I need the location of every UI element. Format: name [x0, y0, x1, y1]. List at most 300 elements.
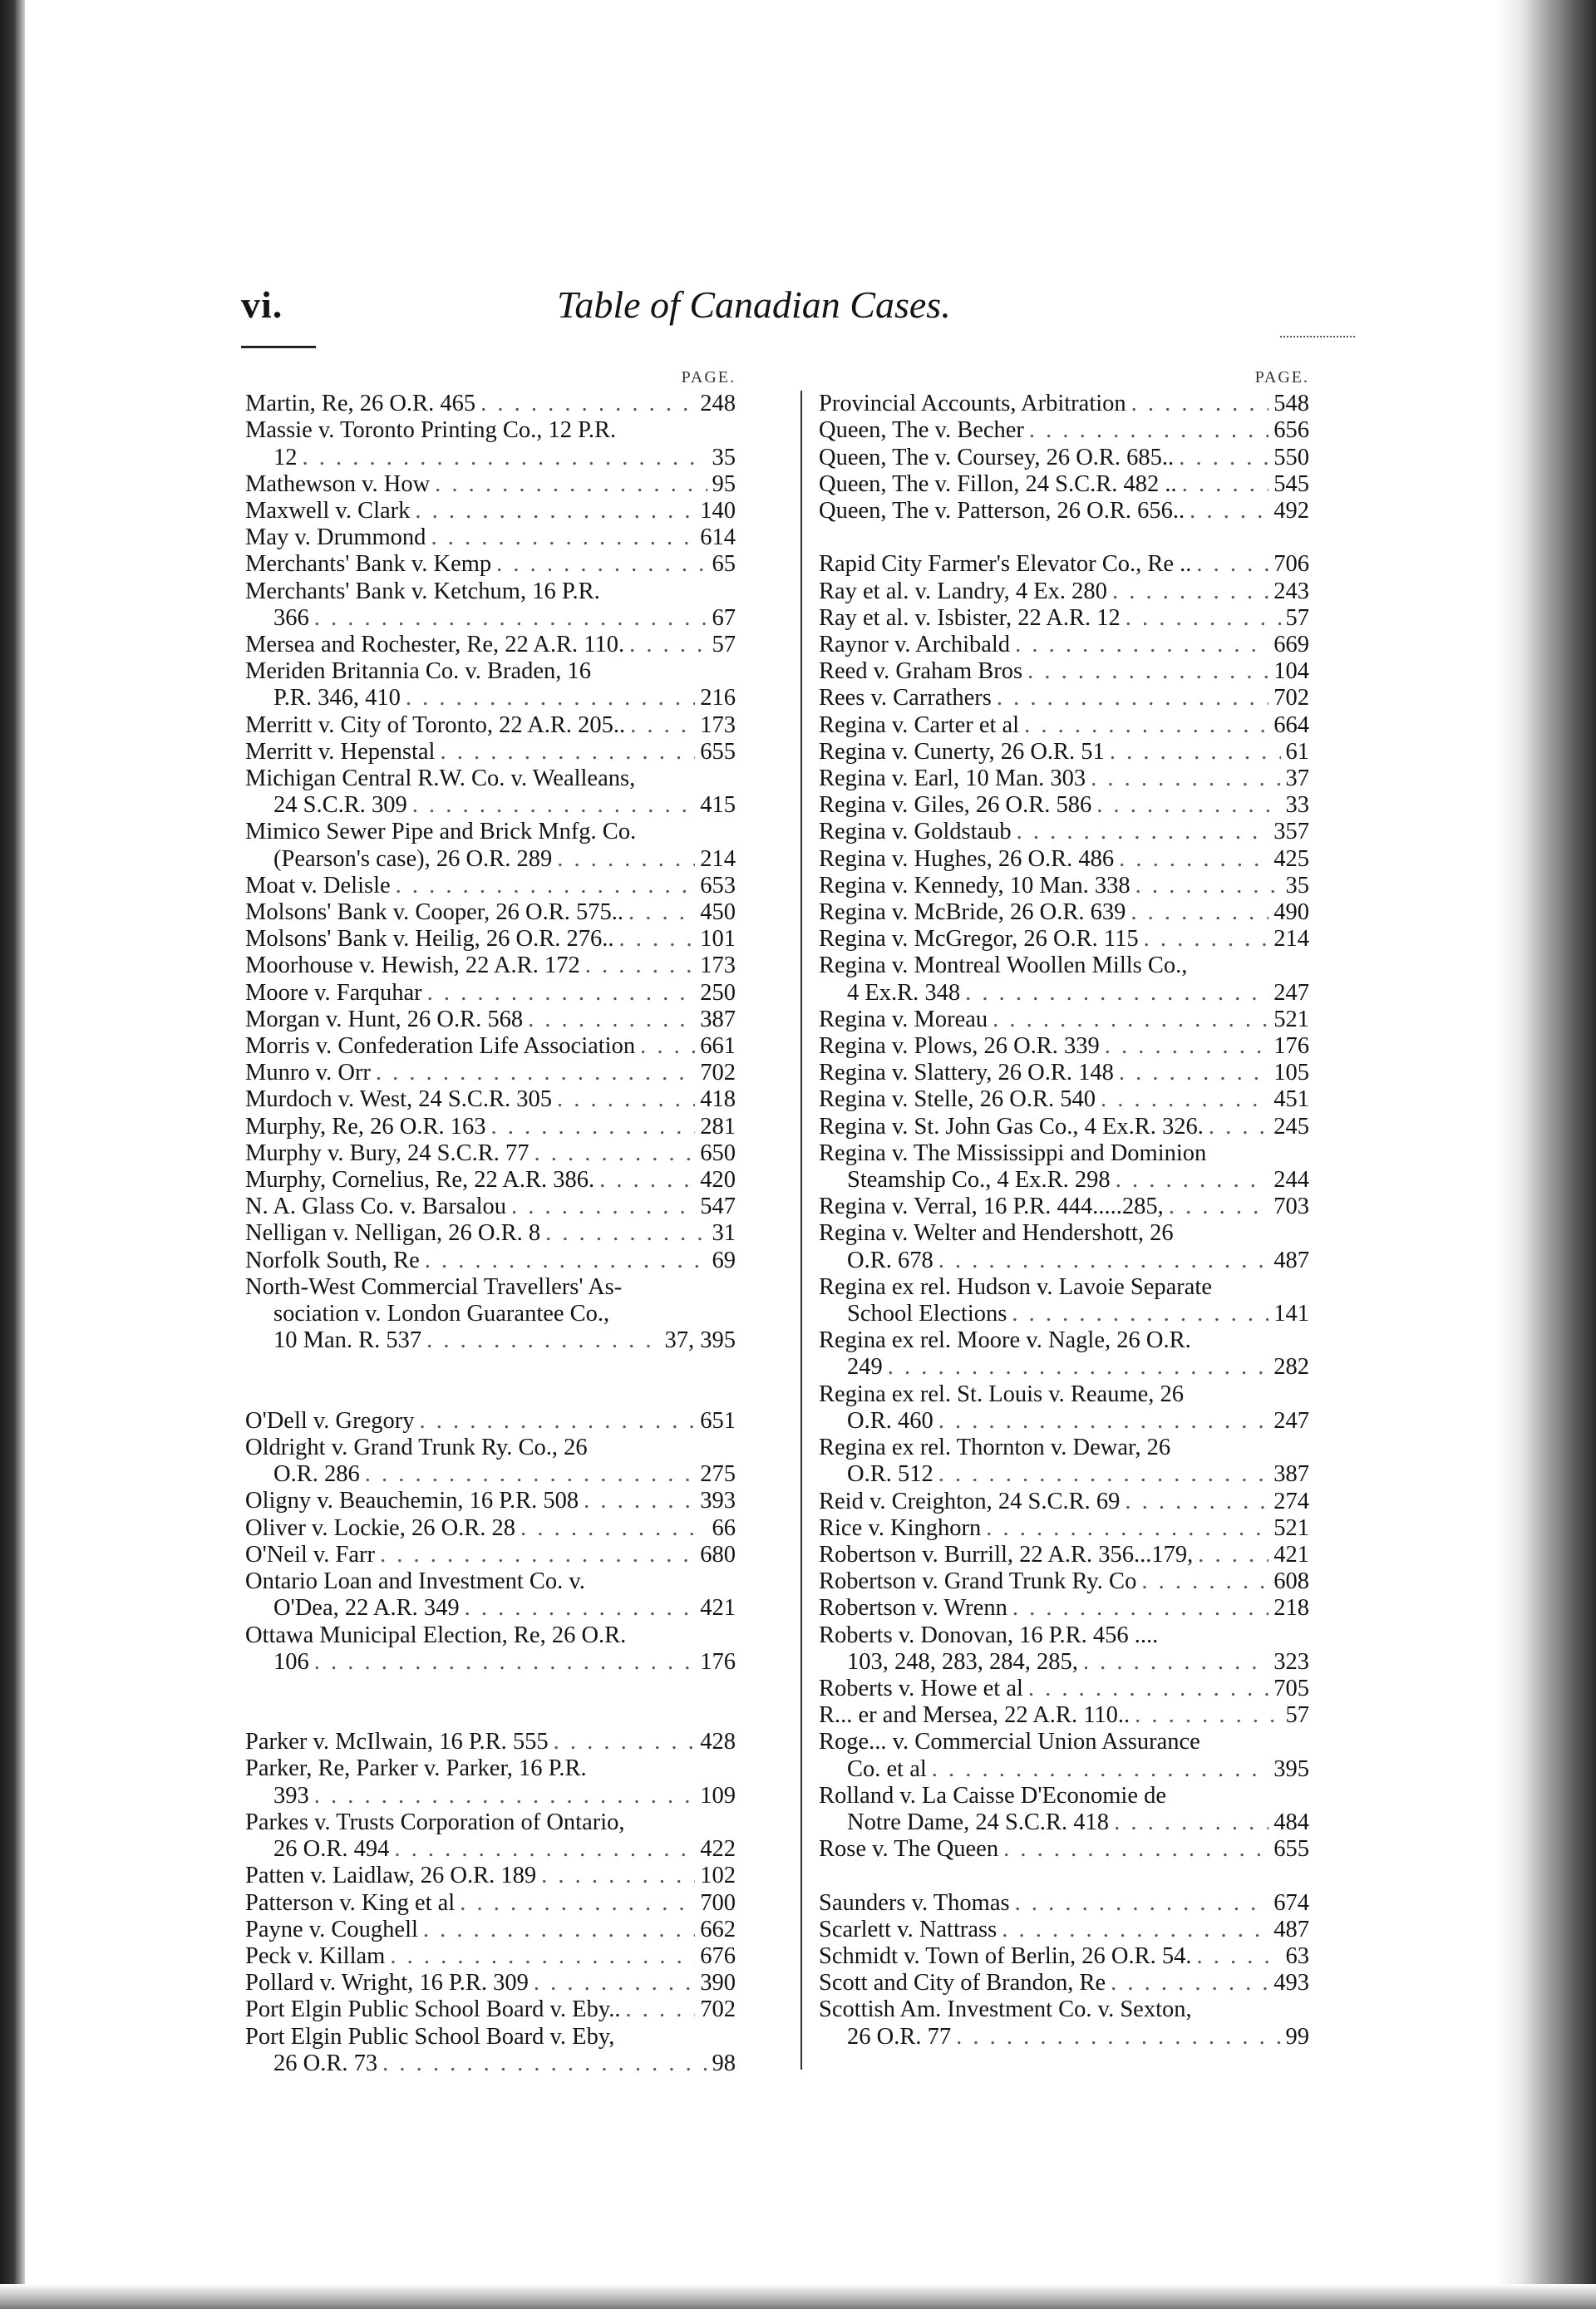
dot-leader — [956, 2024, 1280, 2051]
entry-line — [819, 1676, 1309, 1702]
page-reference: 63 — [1285, 1942, 1309, 1969]
case-entry — [819, 391, 1309, 417]
entry-line — [245, 471, 736, 498]
page-reference: 247 — [1273, 979, 1309, 1006]
case-title: Regina v. Earl, 10 Man. 303 — [819, 766, 1086, 792]
entry-line — [245, 1461, 736, 1488]
case-title: Merchants' Bank v. Ketchum, 16 P.R. — [245, 578, 600, 604]
entry-line — [819, 819, 1309, 845]
page-reference: 274 — [1273, 1488, 1309, 1514]
case-entry — [245, 1086, 736, 1113]
dot-leader — [585, 953, 696, 979]
case-entry — [819, 1220, 1309, 1273]
dot-leader — [1125, 1489, 1268, 1515]
case-title: Oldright v. Grand Trunk Ry. Co., 26 — [245, 1435, 588, 1461]
case-entry — [819, 846, 1309, 873]
case-title: May v. Drummond — [245, 524, 426, 551]
entry-line — [819, 417, 1309, 444]
case-title: Schmidt v. Town of Berlin, 26 O.R. 54. — [819, 1942, 1192, 1969]
case-title: Murdoch v. West, 24 S.C.R. 305 — [245, 1086, 553, 1113]
page-reference: 61 — [1285, 738, 1309, 765]
page-reference: 548 — [1273, 391, 1309, 417]
entry-line — [245, 792, 736, 819]
case-title: Regina v. Slattery, 26 O.R. 148 — [819, 1060, 1114, 1086]
page-reference: 702 — [700, 1996, 736, 2023]
case-title: Moorhouse v. Hewish, 22 A.R. 172 — [245, 953, 580, 979]
page-reference: 669 — [1273, 632, 1309, 657]
case-entry — [819, 792, 1309, 819]
case-title: Queen, The v. Coursey, 26 O.R. 685.. — [819, 444, 1175, 470]
case-entry — [819, 1943, 1309, 1970]
page-reference: 109 — [700, 1782, 736, 1809]
entry-line — [819, 1248, 1309, 1274]
dot-leader — [534, 1970, 695, 1996]
case-title: Murphy, Cornelius, Re, 22 A.R. 386. — [245, 1167, 595, 1194]
case-entry — [819, 1194, 1309, 1220]
entry-line — [245, 899, 736, 926]
page-reference: 173 — [700, 953, 736, 979]
dot-leader — [427, 980, 696, 1007]
case-entry — [245, 1248, 736, 1274]
dot-leader — [376, 1060, 695, 1086]
entry-line — [245, 1783, 736, 1809]
case-title: Merritt v. City of Toronto, 22 A.R. 205.. — [245, 711, 626, 738]
entry-line — [819, 1649, 1309, 1676]
case-entry — [245, 1970, 736, 1996]
case-title: Peck v. Killam — [245, 1942, 386, 1969]
case-title: Regina v. Cunerty, 26 O.R. 51 — [819, 738, 1105, 765]
case-entry — [245, 391, 736, 417]
entry-line — [245, 1595, 736, 1622]
case-citation: 26 O.R. 494 — [273, 1836, 390, 1863]
dot-leader — [1144, 926, 1269, 953]
page-reference: 487 — [1273, 1916, 1309, 1942]
case-entry — [245, 1729, 736, 1755]
dot-leader — [1096, 792, 1280, 819]
entry-line — [245, 1194, 736, 1220]
case-citation: 106 — [273, 1648, 309, 1675]
page-reference: 484 — [1273, 1809, 1309, 1835]
entry-line — [819, 445, 1309, 471]
entry-line — [819, 1408, 1309, 1435]
dot-leader — [554, 1729, 696, 1755]
case-entry — [819, 926, 1309, 953]
entry-line — [819, 1568, 1309, 1595]
dot-leader — [888, 1354, 1269, 1381]
case-entry — [819, 1702, 1309, 1729]
case-entry — [245, 1996, 736, 2023]
entry-line — [819, 1595, 1309, 1622]
case-title: Regina v. Giles, 26 O.R. 586 — [819, 792, 1092, 819]
page-reference: 31 — [712, 1220, 736, 1247]
case-entry — [819, 685, 1309, 711]
case-entry — [819, 1836, 1309, 1863]
dot-leader — [426, 1327, 659, 1354]
case-entry — [245, 1943, 736, 1970]
entry-line — [245, 1140, 736, 1167]
dot-leader — [626, 1996, 696, 2023]
case-title: Murphy, Re, 26 O.R. 163 — [245, 1113, 486, 1140]
entry-line — [245, 739, 736, 766]
page-reference: 102 — [700, 1863, 736, 1889]
case-entry — [245, 1435, 736, 1488]
case-entry — [819, 498, 1309, 524]
case-entry — [819, 953, 1309, 1006]
case-title: Norfolk South, Re — [245, 1247, 420, 1273]
entry-line — [819, 2024, 1309, 2051]
page-reference: 99 — [1285, 2023, 1309, 2050]
entry-line — [245, 1086, 736, 1113]
case-title: O'Neil v. Farr — [245, 1541, 376, 1568]
entry-line — [245, 953, 736, 979]
case-title: Robertson v. Grand Trunk Ry. Co — [819, 1568, 1137, 1595]
case-entry — [245, 1220, 736, 1247]
dot-leader — [545, 1220, 707, 1247]
dot-leader — [938, 1408, 1269, 1435]
case-title: Reid v. Creighton, 24 S.C.R. 69 — [819, 1488, 1121, 1514]
entry-line — [819, 658, 1309, 685]
page-reference: 33 — [1285, 792, 1309, 819]
case-title: Morris v. Confederation Life Association — [245, 1033, 636, 1060]
dot-leader — [938, 1461, 1269, 1488]
case-title: Moat v. Delisle — [245, 872, 391, 898]
case-title: Scottish Am. Investment Co. v. Sexton, — [819, 1996, 1192, 2023]
entry-line — [819, 1007, 1309, 1033]
case-entry — [245, 926, 736, 953]
case-entry — [819, 1033, 1309, 1060]
page-reference: 425 — [1273, 845, 1309, 872]
page-reference: 387 — [700, 1006, 736, 1032]
dot-leader — [1131, 391, 1269, 417]
case-entry — [245, 578, 736, 632]
entry-line — [819, 1917, 1309, 1943]
case-entry — [819, 551, 1309, 578]
page-reference: 608 — [1273, 1568, 1309, 1595]
dot-leader — [557, 846, 695, 873]
case-entry — [245, 899, 736, 926]
entry-line — [245, 1649, 736, 1676]
index-column-left — [245, 364, 736, 2077]
page-reference: 676 — [700, 1942, 736, 1969]
case-entry — [819, 1970, 1309, 1996]
page-reference: 420 — [700, 1167, 736, 1194]
dot-leader — [1196, 1943, 1280, 1970]
case-entry — [819, 1515, 1309, 1542]
dot-leader — [1015, 632, 1268, 658]
case-title: Regina ex rel. Thornton v. Dewar, 26 — [819, 1435, 1171, 1461]
case-entry — [245, 417, 736, 470]
case-citation: P.R. 346, 410 — [273, 685, 401, 711]
scan-edge-left — [0, 0, 25, 2309]
case-title: Regina v. Stelle, 26 O.R. 540 — [819, 1086, 1096, 1113]
header-rule-left — [241, 346, 316, 348]
page-reference: 104 — [1273, 658, 1309, 685]
dot-leader — [460, 1890, 695, 1917]
page-reference: 35 — [1285, 872, 1309, 898]
entry-line — [819, 685, 1309, 711]
page-reference: 140 — [700, 498, 736, 524]
case-entry — [819, 1783, 1309, 1836]
case-title: Regina ex rel. St. Louis v. Reaume, 26 — [819, 1381, 1185, 1407]
case-title: Regina v. McBride, 26 O.R. 639 — [819, 899, 1126, 926]
page-reference: 393 — [700, 1488, 736, 1514]
page-reference: 35 — [712, 444, 736, 470]
entry-line — [245, 926, 736, 953]
dot-leader — [1130, 899, 1268, 926]
case-entry — [819, 1622, 1309, 1676]
dot-leader — [1028, 1676, 1268, 1702]
entry-line — [245, 1863, 736, 1889]
page-reference: 69 — [712, 1247, 736, 1273]
index-column-right — [819, 364, 1309, 2051]
entry-line — [819, 1033, 1309, 1060]
dot-leader — [1182, 471, 1269, 498]
case-entry — [819, 873, 1309, 899]
dot-leader — [465, 1595, 696, 1622]
dot-leader — [584, 1488, 695, 1514]
page-reference: 323 — [1273, 1648, 1309, 1675]
entry-line — [245, 712, 736, 739]
page-reference: 706 — [1273, 551, 1309, 578]
page-reference: 250 — [700, 979, 736, 1006]
case-entry — [819, 578, 1309, 605]
case-citation: 24 S.C.R. 309 — [273, 792, 407, 819]
case-citation: School Elections — [847, 1301, 1007, 1327]
case-entry — [245, 712, 736, 739]
entry-line — [245, 551, 736, 578]
case-title: Mimico Sewer Pipe and Brick Mnfg. Co. — [245, 819, 637, 845]
entry-line — [245, 1970, 736, 1996]
dot-leader — [986, 1515, 1268, 1542]
case-title: Martin, Re, 26 O.R. 465 — [245, 391, 476, 417]
page-reference: 95 — [712, 470, 736, 497]
case-title: Ray et al. v. Isbister, 22 A.R. 12 — [819, 604, 1121, 631]
case-entry — [819, 417, 1309, 444]
case-entry — [245, 873, 736, 899]
page-reference: 703 — [1273, 1194, 1309, 1220]
dot-leader — [490, 1114, 695, 1140]
page-column-label: PAGE. — [681, 368, 736, 386]
case-entry — [245, 766, 736, 819]
case-entry — [245, 739, 736, 766]
dot-leader — [314, 1649, 696, 1676]
case-entry — [819, 819, 1309, 845]
case-entry — [245, 1408, 736, 1435]
case-title: Regina v. Kennedy, 10 Man. 338 — [819, 872, 1130, 898]
page-reference: 422 — [700, 1836, 736, 1863]
case-entry — [819, 1568, 1309, 1595]
page-reference: 65 — [712, 551, 736, 578]
case-title: Rose v. The Queen — [819, 1836, 999, 1863]
entry-line — [245, 846, 736, 873]
dot-leader — [1196, 551, 1268, 578]
entry-line — [819, 712, 1309, 739]
page-reference: 57 — [712, 632, 736, 658]
case-entry — [245, 1140, 736, 1167]
case-entry — [245, 1515, 736, 1542]
page-reference: 653 — [700, 872, 736, 898]
entry-line — [819, 1301, 1309, 1327]
case-citation: 249 — [847, 1354, 883, 1381]
case-title: Massie v. Toronto Printing Co., 12 P.R. — [245, 417, 617, 444]
case-title: Molsons' Bank v. Heilig, 26 O.R. 276.. — [245, 926, 614, 953]
page-reference: 275 — [700, 1461, 736, 1488]
case-title: Queen, The v. Fillon, 24 S.C.R. 482 .. — [819, 470, 1177, 497]
dot-leader — [629, 632, 707, 658]
dot-leader — [1015, 1890, 1269, 1917]
page-reference: 141 — [1273, 1301, 1309, 1327]
entry-line — [819, 899, 1309, 926]
section-gap — [245, 1381, 736, 1408]
dot-leader — [640, 1033, 695, 1060]
entry-line — [819, 1515, 1309, 1542]
entry-line — [819, 578, 1309, 605]
page-reference: 487 — [1273, 1247, 1309, 1273]
case-citation: 103, 248, 283, 284, 285, — [847, 1648, 1078, 1675]
case-entry — [819, 632, 1309, 658]
case-title: Patterson v. King et al — [245, 1889, 456, 1916]
case-title: O'Dell v. Gregory — [245, 1407, 415, 1434]
case-title: Rees v. Carrathers — [819, 685, 992, 711]
page-reference: 650 — [700, 1140, 736, 1166]
case-title: Regina v. Welter and Hendershott, 26 — [819, 1220, 1174, 1247]
entry-line — [245, 1542, 736, 1568]
scan-edge-bottom — [0, 2284, 1596, 2309]
entry-line — [245, 1033, 736, 1060]
case-title: Provincial Accounts, Arbitration — [819, 391, 1126, 417]
dot-leader — [303, 445, 707, 471]
page-reference: 214 — [700, 845, 736, 872]
entry-line — [245, 1327, 736, 1354]
case-title: Roberts v. Donovan, 16 P.R. 456 .... — [819, 1622, 1159, 1648]
case-entry — [245, 1890, 736, 1917]
page-reference: 664 — [1273, 711, 1309, 738]
case-title: Nelligan v. Nelligan, 26 O.R. 8 — [245, 1220, 541, 1247]
dot-leader — [440, 739, 695, 766]
case-title: Mersea and Rochester, Re, 22 A.R. 110. — [245, 632, 625, 658]
page-reference: 395 — [1273, 1755, 1309, 1782]
page-reference: 37 — [1285, 766, 1309, 792]
entry-line — [819, 1354, 1309, 1381]
case-entry — [819, 1381, 1309, 1435]
case-entry — [819, 1890, 1309, 1917]
case-title: Regina v. The Mississippi and Dominion — [819, 1140, 1207, 1166]
page-reference: 37, 395 — [664, 1327, 736, 1354]
case-entry — [819, 1114, 1309, 1140]
dot-leader — [1012, 1301, 1268, 1327]
page-reference: 421 — [700, 1595, 736, 1622]
page-number: vi. — [241, 283, 283, 326]
dot-leader — [425, 1248, 707, 1274]
case-title: Parker v. McIlwain, 16 P.R. 555 — [245, 1729, 549, 1755]
case-title: Pollard v. Wright, 16 P.R. 309 — [245, 1970, 529, 1996]
case-title: Raynor v. Archibald — [819, 632, 1011, 657]
case-citation: O.R. 460 — [847, 1407, 933, 1434]
dot-leader — [1002, 1917, 1268, 1943]
case-title: Payne v. Coughell — [245, 1916, 418, 1942]
entry-line — [245, 1943, 736, 1970]
case-entry — [245, 1622, 736, 1676]
case-title: N. A. Glass Co. v. Barsalou — [245, 1194, 507, 1220]
dot-leader — [380, 1542, 695, 1568]
case-entry — [245, 632, 736, 658]
case-title: Morgan v. Hunt, 26 O.R. 568 — [245, 1006, 524, 1032]
case-title: Parkes v. Trusts Corporation of Ontario, — [245, 1809, 625, 1835]
dot-leader — [993, 1007, 1268, 1033]
page-reference: 674 — [1273, 1889, 1309, 1916]
page-reference: 101 — [700, 926, 736, 953]
case-entry — [819, 658, 1309, 685]
case-entry — [245, 2024, 736, 2077]
page-column-label: PAGE. — [1254, 368, 1309, 386]
case-entry — [819, 1140, 1309, 1194]
dot-leader — [1116, 1167, 1269, 1194]
case-title: Munro v. Orr — [245, 1060, 371, 1086]
dot-leader — [1105, 1033, 1268, 1060]
page-reference: 521 — [1273, 1006, 1309, 1032]
page-header — [241, 283, 1355, 332]
dot-leader — [1029, 417, 1268, 444]
page-reference: 244 — [1273, 1167, 1309, 1194]
page-reference: 547 — [700, 1194, 736, 1220]
entry-line — [819, 873, 1309, 899]
case-entry — [245, 1194, 736, 1220]
entry-line — [819, 632, 1309, 658]
dot-leader — [511, 1194, 695, 1220]
section-gap — [245, 1355, 736, 1381]
page-reference: 98 — [712, 2050, 736, 2076]
page-reference: 655 — [700, 738, 736, 765]
dot-leader — [1017, 819, 1269, 845]
case-entry — [245, 498, 736, 524]
header-rule-right — [1280, 336, 1355, 338]
case-entry — [245, 1167, 736, 1194]
dot-leader — [534, 1140, 696, 1167]
dot-leader — [1179, 445, 1268, 471]
dot-leader — [1027, 658, 1268, 685]
dot-leader — [382, 2051, 707, 2077]
page-reference: 651 — [700, 1407, 736, 1434]
entry-line — [245, 1060, 736, 1086]
dot-leader — [1198, 1542, 1268, 1568]
case-citation: Steamship Co., 4 Ex.R. 298 — [847, 1167, 1111, 1194]
dot-leader — [1114, 1809, 1268, 1836]
dot-leader — [520, 1515, 707, 1542]
page-reference: 214 — [1273, 926, 1309, 953]
case-entry — [819, 1729, 1309, 1782]
entry-line — [819, 498, 1309, 524]
entry-line — [819, 846, 1309, 873]
dot-leader — [557, 1086, 695, 1113]
page-reference: 282 — [1273, 1354, 1309, 1381]
column-divider — [800, 391, 802, 2070]
page-reference: 702 — [1273, 685, 1309, 711]
entry-line — [245, 1248, 736, 1274]
case-entry — [245, 980, 736, 1007]
case-title: Queen, The v. Patterson, 26 O.R. 656.. — [819, 498, 1185, 524]
dot-leader — [997, 685, 1268, 711]
dot-leader — [1190, 498, 1268, 524]
page-reference: 247 — [1273, 1407, 1309, 1434]
page-reference: 216 — [700, 685, 736, 711]
entry-line — [245, 2051, 736, 2077]
case-title: Regina v. Hughes, 26 O.R. 486 — [819, 845, 1115, 872]
page-reference: 680 — [700, 1541, 736, 1568]
entry-line — [819, 980, 1309, 1007]
case-entry — [819, 1595, 1309, 1622]
case-entry — [245, 524, 736, 551]
page-reference: 656 — [1273, 417, 1309, 444]
